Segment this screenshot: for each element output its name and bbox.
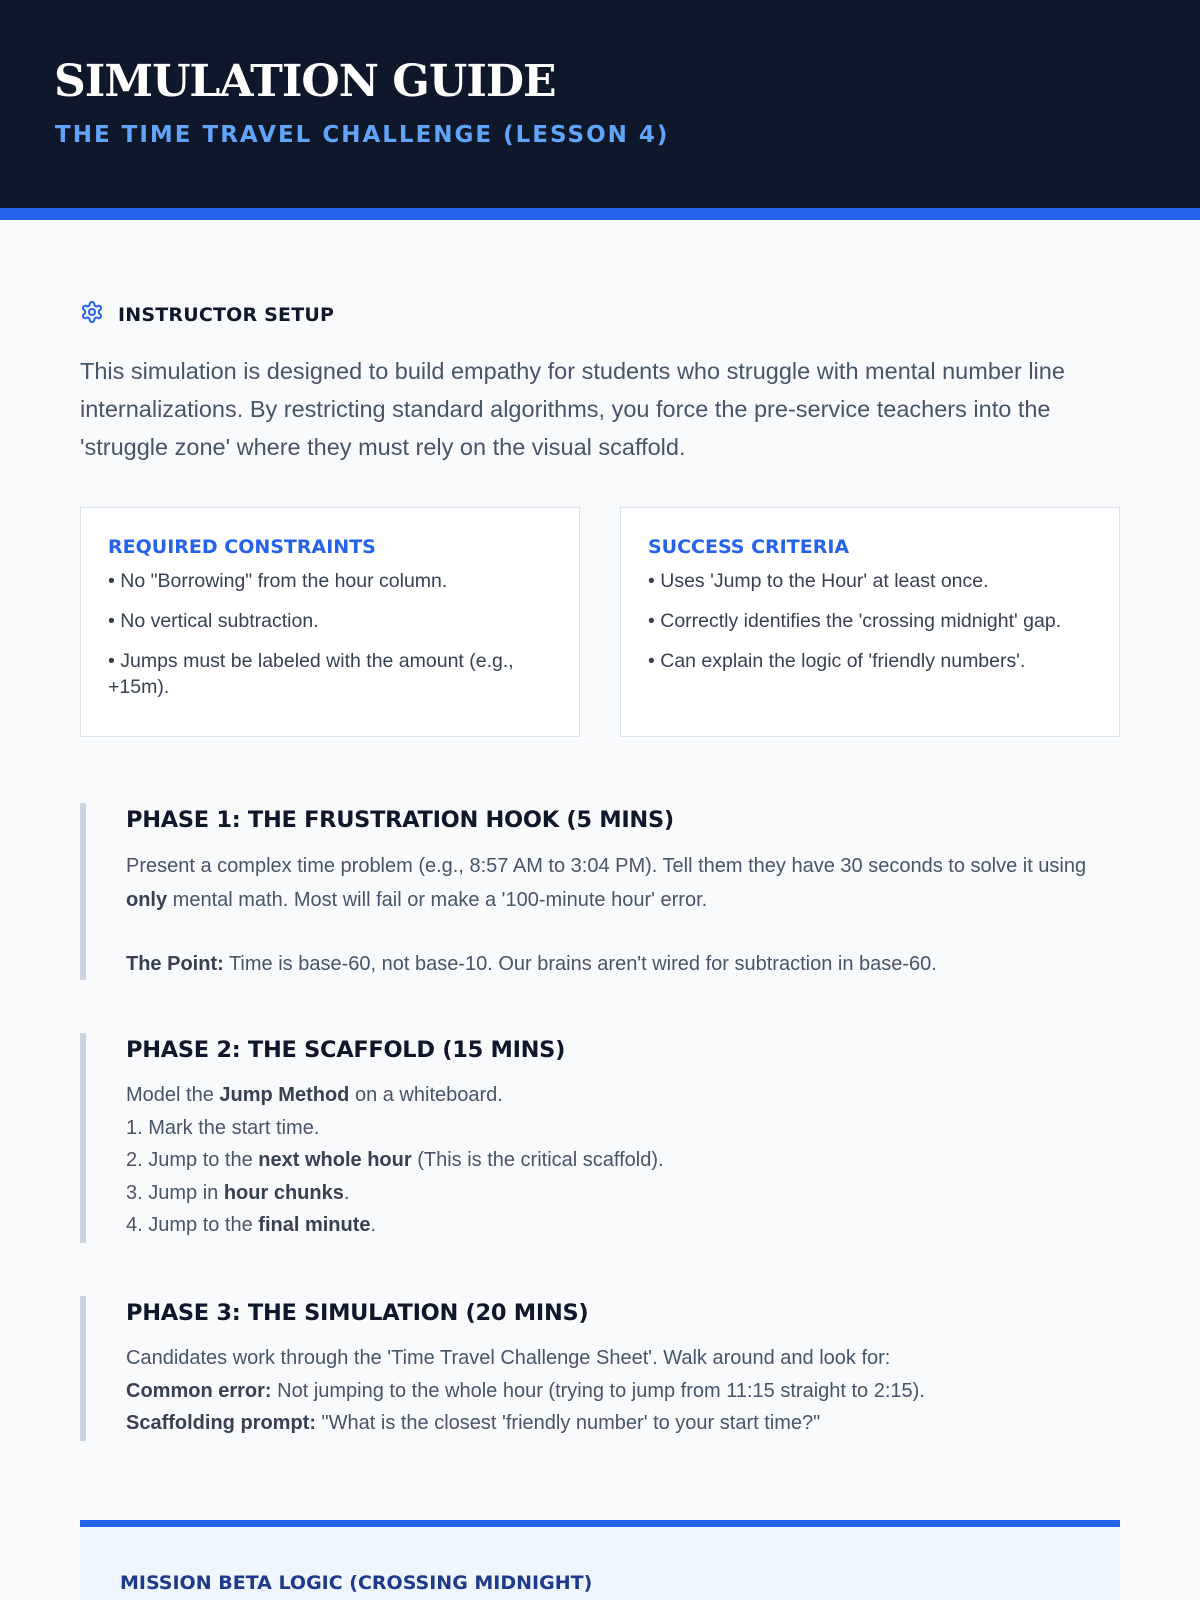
constraints-heading: REQUIRED CONSTRAINTS <box>108 536 376 558</box>
phase-title: PHASE 3: THE SIMULATION (20 MINS) <box>126 1300 589 1326</box>
section-heading: INSTRUCTOR SETUP <box>118 303 335 326</box>
page-header <box>0 0 1200 208</box>
criteria-card <box>620 507 1120 737</box>
list-item: • Can explain the logic of 'friendly numbers'. <box>648 650 1026 672</box>
phase-steps <box>126 1079 1120 1242</box>
page-subtitle: THE TIME TRAVEL CHALLENGE (LESSON 4) <box>55 122 670 148</box>
step-item: 1. Mark the start time. <box>126 1116 320 1139</box>
phase-text: Candidates work through the 'Time Travel Challenge Sheet'. Walk around and look for: <box>126 1347 891 1369</box>
phase-body <box>126 1342 1120 1440</box>
constraints-card <box>80 507 580 737</box>
mission-heading: MISSION BETA LOGIC (CROSSING MIDNIGHT) <box>120 1572 593 1594</box>
constraints-list <box>108 568 552 700</box>
gear-icon <box>80 300 104 329</box>
list-item: • Uses 'Jump to the Hour' at least once. <box>648 570 989 592</box>
page-title: SIMULATION GUIDE <box>54 56 556 107</box>
phase-title: PHASE 2: THE SCAFFOLD (15 MINS) <box>126 1037 566 1063</box>
common-error-line: Common error: Not jumping to the whole hour (trying to jump from 11:15 straight to 2:15). <box>126 1379 925 1402</box>
step-item: 2. Jump to the next whole hour (This is the critical scaffold). <box>126 1149 664 1171</box>
list-item: • Jumps must be labeled with the amount (e.g., +15m). <box>108 650 514 698</box>
step-item: 3. Jump in hour chunks. <box>126 1181 350 1204</box>
phase-title: PHASE 1: THE FRUSTRATION HOOK (5 MINS) <box>126 807 674 833</box>
phase-1-section <box>80 803 1120 980</box>
scaffolding-prompt-line: Scaffolding prompt: "What is the closest 'friendly number' to your start time?" <box>126 1412 821 1434</box>
phase-text: Present a complex time problem (e.g., 8:57 AM to 3:04 PM). Tell them they have 30 seconds to solve it using only mental math. Most will fail or make a '100-minute hour' error. <box>126 855 1087 911</box>
list-item: • No "Borrowing" from the hour column. <box>108 570 448 592</box>
intro-paragraph: This simulation is designed to build empathy for students who struggle with mental number line internalizations. By restricting standard algorithms, you force the pre-service teachers into the 'struggle zone' where they must rely on the visual scaffold. <box>80 358 1065 460</box>
instructor-setup-heading <box>80 300 334 329</box>
mission-beta-card <box>80 1520 1120 1600</box>
list-item: • No vertical subtraction. <box>108 610 319 632</box>
criteria-heading: SUCCESS CRITERIA <box>648 536 850 558</box>
header-accent-bar <box>0 208 1200 220</box>
list-item: • Correctly identifies the 'crossing midnight' gap. <box>648 610 1062 632</box>
phase-3-section <box>80 1296 1120 1441</box>
phase-point: The Point: Time is base-60, not base-10. Our brains aren't wired for subtraction in base-60. <box>126 953 937 975</box>
criteria-list <box>648 568 1092 674</box>
phase-2-section <box>80 1033 1120 1243</box>
phase-text: Model the Jump Method on a whiteboard. <box>126 1084 503 1106</box>
step-item: 4. Jump to the final minute. <box>126 1214 377 1236</box>
